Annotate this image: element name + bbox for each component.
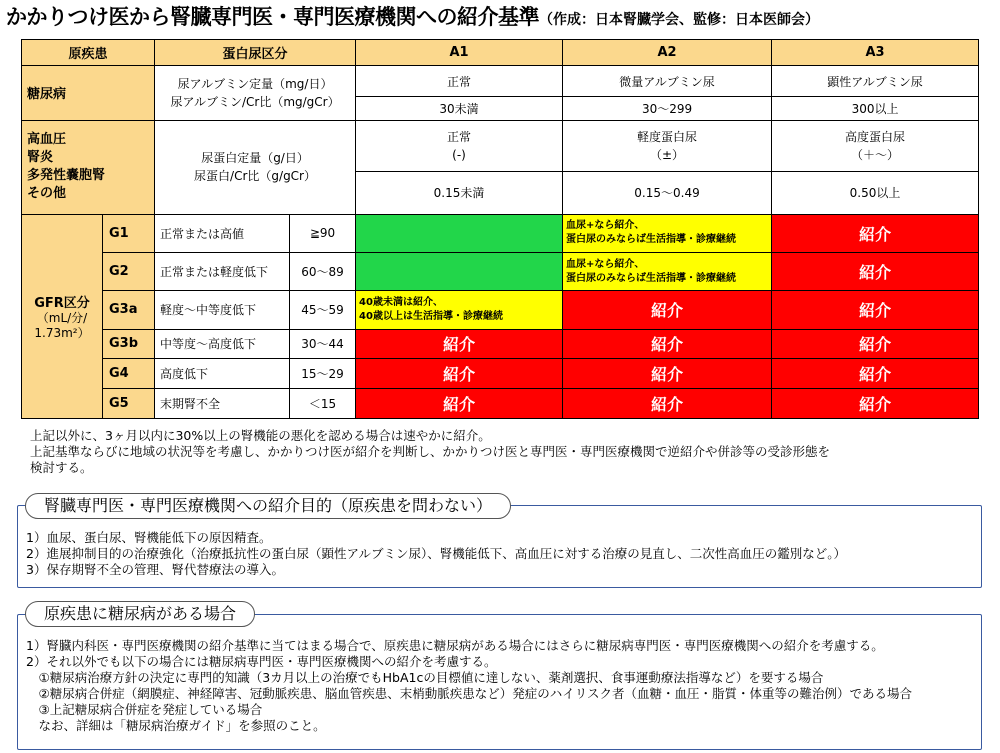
diabetes-case-item: ②糖尿病合併症（網膜症、神経障害、冠動脈疾患、脳血管疾患、末梢動脈疾患など）発症のハイリスク者（血糖・血圧・脂質・体重等の難治例）である場合 [26, 686, 912, 701]
cell-g4-a3: 紹介 [772, 359, 979, 389]
purpose-body [26, 530, 976, 578]
other-label-4: その他 [27, 186, 67, 202]
diabetes-case-title: 原疾患に糖尿病がある場合 [25, 601, 255, 627]
diabetes-case-item: ③上記糖尿病合併症を発症している場合 [26, 702, 263, 717]
other-a2-sym: （±） [650, 147, 685, 162]
purpose-item: 2）進展抑制目的の治療強化（治療抵抗性の蛋白尿（顕性アルブミン尿）、腎機能低下、高血圧に対する治療の見直し、二次性高血圧の鑑別など。） [26, 546, 846, 561]
diabetes-row-1 [22, 65, 979, 97]
purpose-title: 腎臓専門医・専門医療機関への紹介目的（原疾患を問わない） [25, 493, 511, 519]
gfr-stage: G2 [103, 252, 155, 290]
cell-g5-a2: 紹介 [563, 389, 772, 419]
cell-g1-a1 [356, 214, 563, 252]
gfr-stage: G3b [103, 329, 155, 359]
header-disease: 原疾患 [22, 40, 155, 66]
cell-g4-a2: 紹介 [563, 359, 772, 389]
gfr-label-cell [22, 214, 103, 418]
note-line: 上記基準ならびに地域の状況等を考慮し、かかりつけ医が紹介を判断し、かかりつけ医と専門医・専門医療機関で逆紹介や併診等の受診形態を [30, 444, 831, 459]
other-a1-name: 正常 [447, 129, 472, 144]
other-a1-value: 0.15未満 [356, 171, 563, 214]
diabetes-measure-2: 尿アルブミン/Cr比（mg/gCr） [170, 94, 340, 109]
gfr-stage: G5 [103, 389, 155, 419]
gfr-desc: 中等度～高度低下 [155, 329, 290, 359]
gfr-stage: G1 [103, 214, 155, 252]
diabetes-case-item: 1）腎臓内科医・専門医療機関の紹介基準に当てはまる場合で、原疾患に糖尿病がある場合にはさらに糖尿病専門医・専門医療機関への紹介を考慮する。 [26, 638, 884, 653]
cell-g1-a2-line1: 血尿+なら紹介、 [566, 220, 645, 232]
diabetes-case-item: ①糖尿病治療方針の決定に専門的知識（3カ月以上の治療でもHbA1cの目標値に達しない、薬剤選択、食事運動療法指導など）を要する場合 [26, 670, 824, 685]
diabetes-case-item: なお、詳細は「糖尿病治療ガイド」を参照のこと。 [26, 718, 326, 733]
cell-g3a-a1-line2: 40歳以上は生活指導・診療継続 [359, 310, 503, 322]
other-label-3: 多発性嚢胞腎 [27, 168, 106, 184]
diabetes-a2-name: 微量アルブミン尿 [563, 65, 772, 97]
cell-g3b-a1: 紹介 [356, 329, 563, 359]
cell-g3a-a2: 紹介 [563, 291, 772, 329]
gfr-range: 45～59 [290, 291, 356, 329]
header-row [22, 40, 979, 66]
other-a3-name-cell [772, 120, 979, 171]
gfr-unit-2: 1.73m²） [34, 325, 90, 340]
other-label [22, 120, 155, 214]
diabetes-case-item: 2）それ以外でも以下の場合には糖尿病専門医・専門医療機関への紹介を考慮する。 [26, 654, 497, 669]
gfr-range: 60～89 [290, 252, 356, 290]
purpose-item: 3）保存期腎不全の管理、腎代替療法の導入。 [26, 562, 284, 577]
note-line: 検討する。 [30, 460, 93, 475]
gfr-row-g4 [22, 359, 979, 389]
gfr-row-g1 [22, 214, 979, 252]
cell-g1-a2-line2: 蛋白尿のみならば生活指導・診療継続 [566, 234, 737, 246]
cell-g3b-a2: 紹介 [563, 329, 772, 359]
header-a2: A2 [563, 40, 772, 66]
gfr-range: ≧90 [290, 214, 356, 252]
cell-g3a-a1-line1: 40歳未満は紹介、 [359, 296, 443, 308]
cell-g2-a2-line2: 蛋白尿のみならば生活指導・診療継続 [566, 272, 737, 284]
other-label-1: 高血圧 [27, 132, 67, 148]
other-a3-sym: （＋～） [851, 147, 900, 162]
cell-g2-a2-line1: 血尿+なら紹介、 [566, 258, 645, 270]
other-measure-2: 尿蛋白/Cr比（g/gCr） [194, 169, 316, 184]
diabetes-a1-value: 30未満 [356, 97, 563, 120]
other-a1-sym: (-) [452, 147, 466, 162]
gfr-desc: 末期腎不全 [155, 389, 290, 419]
gfr-desc: 高度低下 [155, 359, 290, 389]
diabetes-a1-name: 正常 [356, 65, 563, 97]
gfr-row-g5 [22, 389, 979, 419]
gfr-stage: G3a [103, 291, 155, 329]
cell-g4-a1: 紹介 [356, 359, 563, 389]
header-a3: A3 [772, 40, 979, 66]
other-a2-name-cell [563, 120, 772, 171]
other-measure-1: 尿蛋白定量（g/日） [201, 151, 309, 166]
purpose-item: 1）血尿、蛋白尿、腎機能低下の原因精査。 [26, 530, 272, 545]
cell-g2-a1 [356, 252, 563, 290]
other-a3-name: 高度蛋白尿 [845, 129, 906, 144]
gfr-label: GFR区分 [34, 295, 90, 311]
other-row-1 [22, 120, 979, 171]
gfr-range: 15～29 [290, 359, 356, 389]
gfr-desc: 正常または高値 [155, 214, 290, 252]
diabetes-measure [155, 65, 356, 120]
other-a2-value: 0.15～0.49 [563, 171, 772, 214]
gfr-desc: 正常または軽度低下 [155, 252, 290, 290]
referral-criteria-table [21, 39, 979, 419]
note-line: 上記以外に、3ヶ月以内に30%以上の腎機能の悪化を認める場合は速やかに紹介。 [30, 428, 491, 443]
gfr-row-g3b [22, 329, 979, 359]
cell-g1-a2 [563, 214, 772, 252]
header-protein: 蛋白尿区分 [155, 40, 356, 66]
diabetes-measure-1: 尿アルブミン定量（mg/日） [177, 76, 333, 91]
notes [30, 428, 980, 476]
diabetes-a2-value: 30～299 [563, 97, 772, 120]
gfr-row-g2 [22, 252, 979, 290]
cell-g3a-a1 [356, 291, 563, 329]
title-main: かかりつけ医から腎臓専門医・専門医療機関への紹介基準 [6, 5, 539, 29]
gfr-range: ＜15 [290, 389, 356, 419]
other-a1-name-cell [356, 120, 563, 171]
header-a1: A1 [356, 40, 563, 66]
diabetes-case-body [26, 638, 976, 734]
diabetes-label: 糖尿病 [22, 65, 155, 120]
diabetes-a3-value: 300以上 [772, 97, 979, 120]
gfr-range: 30～44 [290, 329, 356, 359]
cell-g3a-a3: 紹介 [772, 291, 979, 329]
title-sub: （作成：日本腎臓学会、監修：日本医師会） [539, 12, 819, 28]
gfr-desc: 軽度～中等度低下 [155, 291, 290, 329]
page-title [6, 2, 996, 32]
other-a2-name: 軽度蛋白尿 [637, 129, 698, 144]
gfr-row-g3a [22, 291, 979, 329]
cell-g1-a3: 紹介 [772, 214, 979, 252]
cell-g5-a1: 紹介 [356, 389, 563, 419]
other-measure [155, 120, 356, 214]
gfr-stage: G4 [103, 359, 155, 389]
cell-g2-a2 [563, 252, 772, 290]
other-label-2: 腎炎 [27, 150, 54, 166]
diabetes-a3-name: 顕性アルブミン尿 [772, 65, 979, 97]
gfr-unit-1: （mL/分/ [36, 310, 88, 325]
cell-g5-a3: 紹介 [772, 389, 979, 419]
cell-g2-a3: 紹介 [772, 252, 979, 290]
cell-g3b-a3: 紹介 [772, 329, 979, 359]
other-a3-value: 0.50以上 [772, 171, 979, 214]
